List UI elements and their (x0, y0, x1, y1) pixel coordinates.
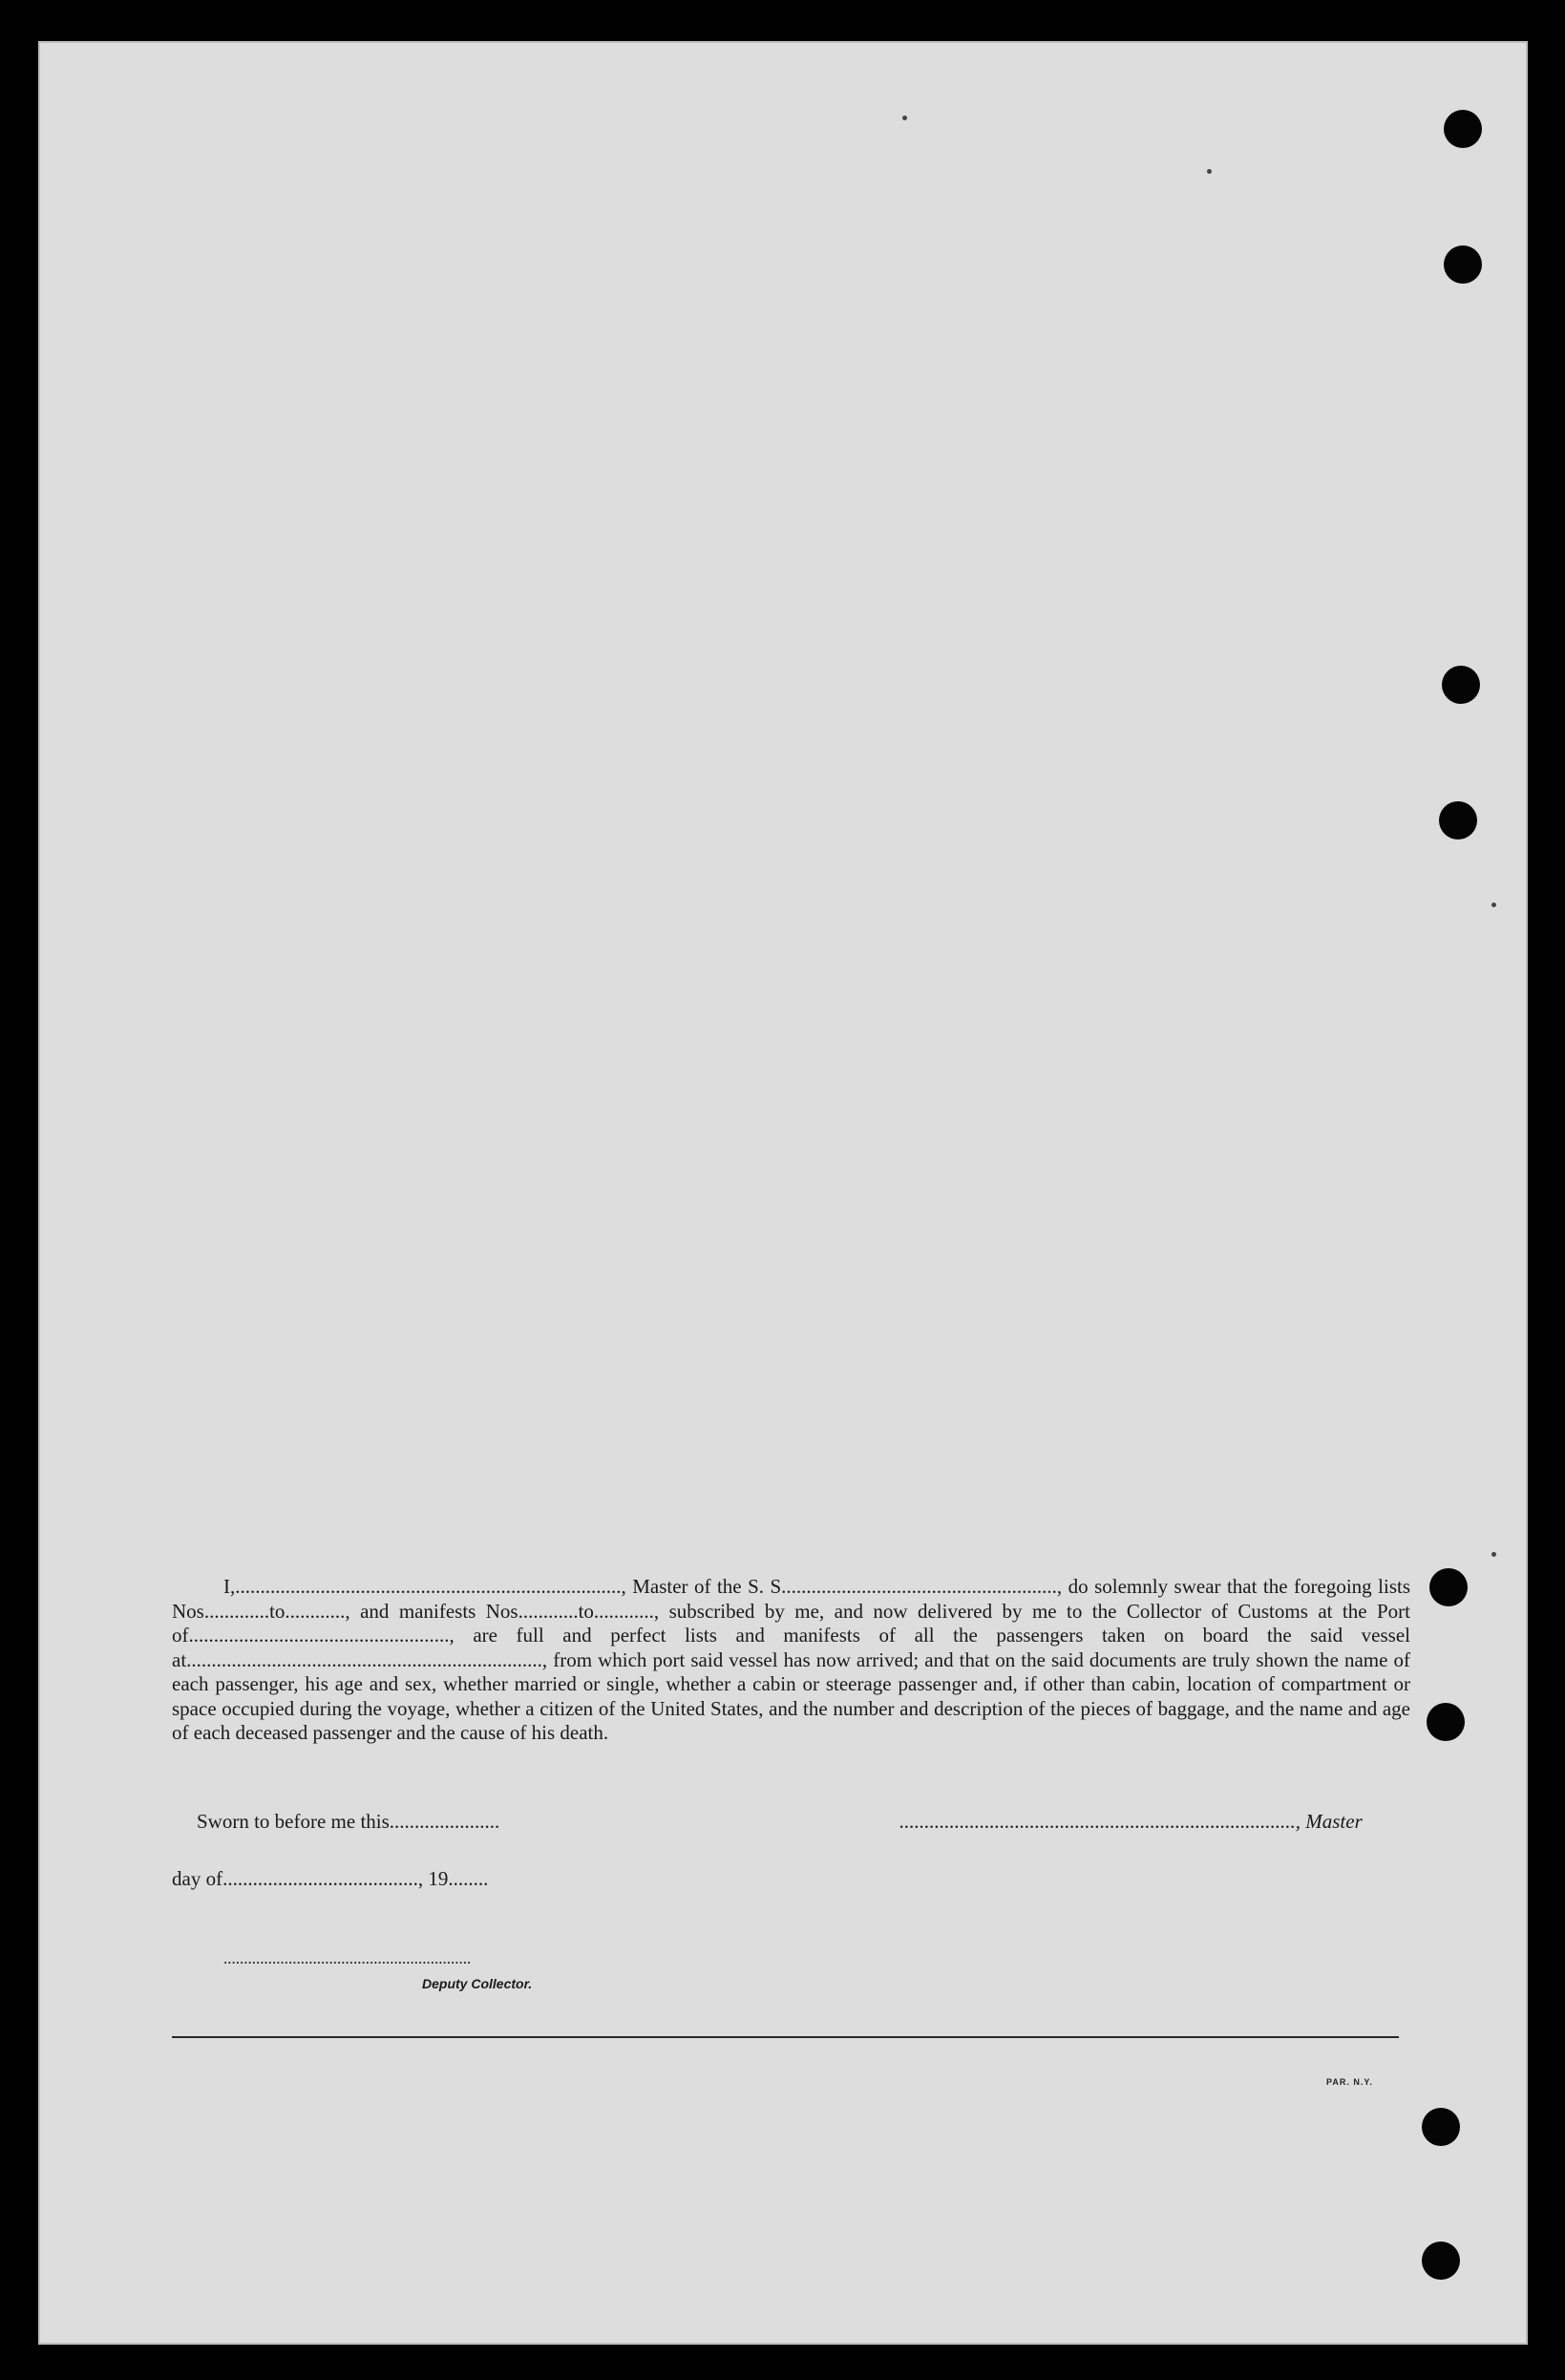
ink-speck (1491, 903, 1496, 907)
sworn-line: Sworn to before me this...................... (197, 1810, 500, 1833)
punch-hole (1439, 801, 1477, 839)
punch-hole (1429, 1568, 1468, 1606)
punch-hole (1427, 1703, 1465, 1741)
punch-hole (1444, 245, 1482, 284)
ink-speck (1207, 169, 1212, 174)
oath-paragraph (172, 1575, 1410, 1746)
printer-mark: PAR. N.Y. (1326, 2077, 1373, 2087)
ink-speck (902, 116, 907, 120)
bottom-rule (172, 2036, 1399, 2038)
punch-hole (1422, 2108, 1460, 2146)
punch-hole (1422, 2242, 1460, 2280)
master-signature-line: ..............................................................................., Master (899, 1810, 1363, 1833)
ink-speck (1491, 1552, 1496, 1557)
day-line: day of......................................., 19........ (172, 1867, 489, 1890)
deputy-collector-label: Deputy Collector. (422, 1976, 533, 1991)
deputy-signature-line: ............................................................. (223, 1949, 472, 1967)
oath-text: I,............................................................................., Master of the S. S......................................................., do solemnly swear that the foregoing lists Nos.............to............, and manifests Nos............to............, subscribed by me, and now delivered by me to the Collector of Customs at the Port of...................................................., are full and perfect lists and manifests of all the passengers taken on board the said vessel at......................................................................., from which port said vessel has now arrived; and that on the said documents are truly shown the name of each passenger, his age and sex, whether married or single, whether a cabin or steerage passenger and, if other than cabin, location of compartment or space occupied during the voyage, whether a citizen of the United States, and the number and description of the pieces of baggage, and the name and age of each deceased passenger and the cause of his death. (172, 1575, 1410, 1744)
punch-hole (1444, 110, 1482, 148)
manifest-page (38, 41, 1528, 2345)
punch-hole (1442, 666, 1480, 704)
